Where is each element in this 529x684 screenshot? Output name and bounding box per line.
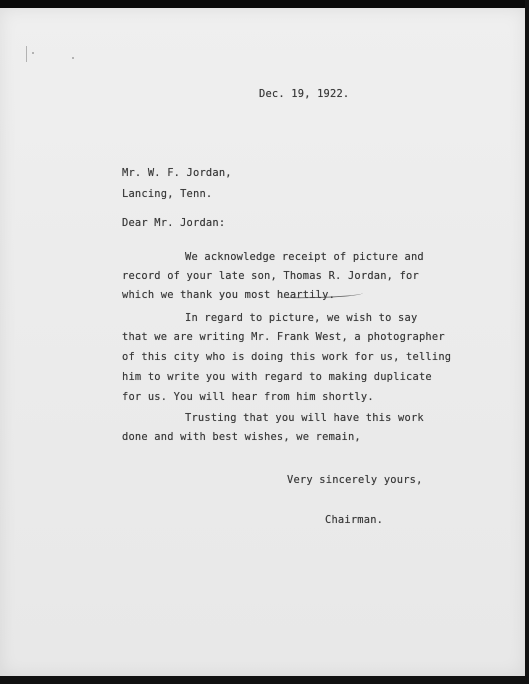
body-line: him to write you with regard to making duplicate	[122, 371, 432, 383]
letter-page	[0, 8, 525, 676]
paper-mark	[32, 52, 34, 54]
recipient-name: Mr. W. F. Jordan,	[122, 167, 232, 179]
signature-title: Chairman.	[325, 514, 384, 526]
recipient-location: Lancing, Tenn.	[122, 188, 213, 200]
body-line: of this city who is doing this work for us, telling	[122, 351, 452, 363]
paper-mark	[26, 46, 27, 62]
body-line: for us. You will hear from him shortly.	[122, 391, 374, 403]
body-line: record of your late son, Thomas R. Jordan, for	[122, 270, 419, 282]
complimentary-closing: Very sincerely yours,	[287, 474, 423, 486]
scan-border-bottom	[0, 676, 529, 684]
body-line: that we are writing Mr. Frank West, a photographer	[122, 331, 445, 343]
body-line: which we thank you most heartily.	[122, 289, 336, 301]
salutation: Dear Mr. Jordan:	[122, 217, 226, 229]
body-line: We acknowledge receipt of picture and	[185, 251, 424, 263]
body-line: In regard to picture, we wish to say	[185, 312, 418, 324]
body-line: Trusting that you will have this work	[185, 412, 424, 424]
letter-date: Dec. 19, 1922.	[259, 88, 350, 100]
body-line: done and with best wishes, we remain,	[122, 431, 361, 443]
scan-border-right	[525, 0, 529, 684]
paper-mark	[72, 57, 74, 59]
